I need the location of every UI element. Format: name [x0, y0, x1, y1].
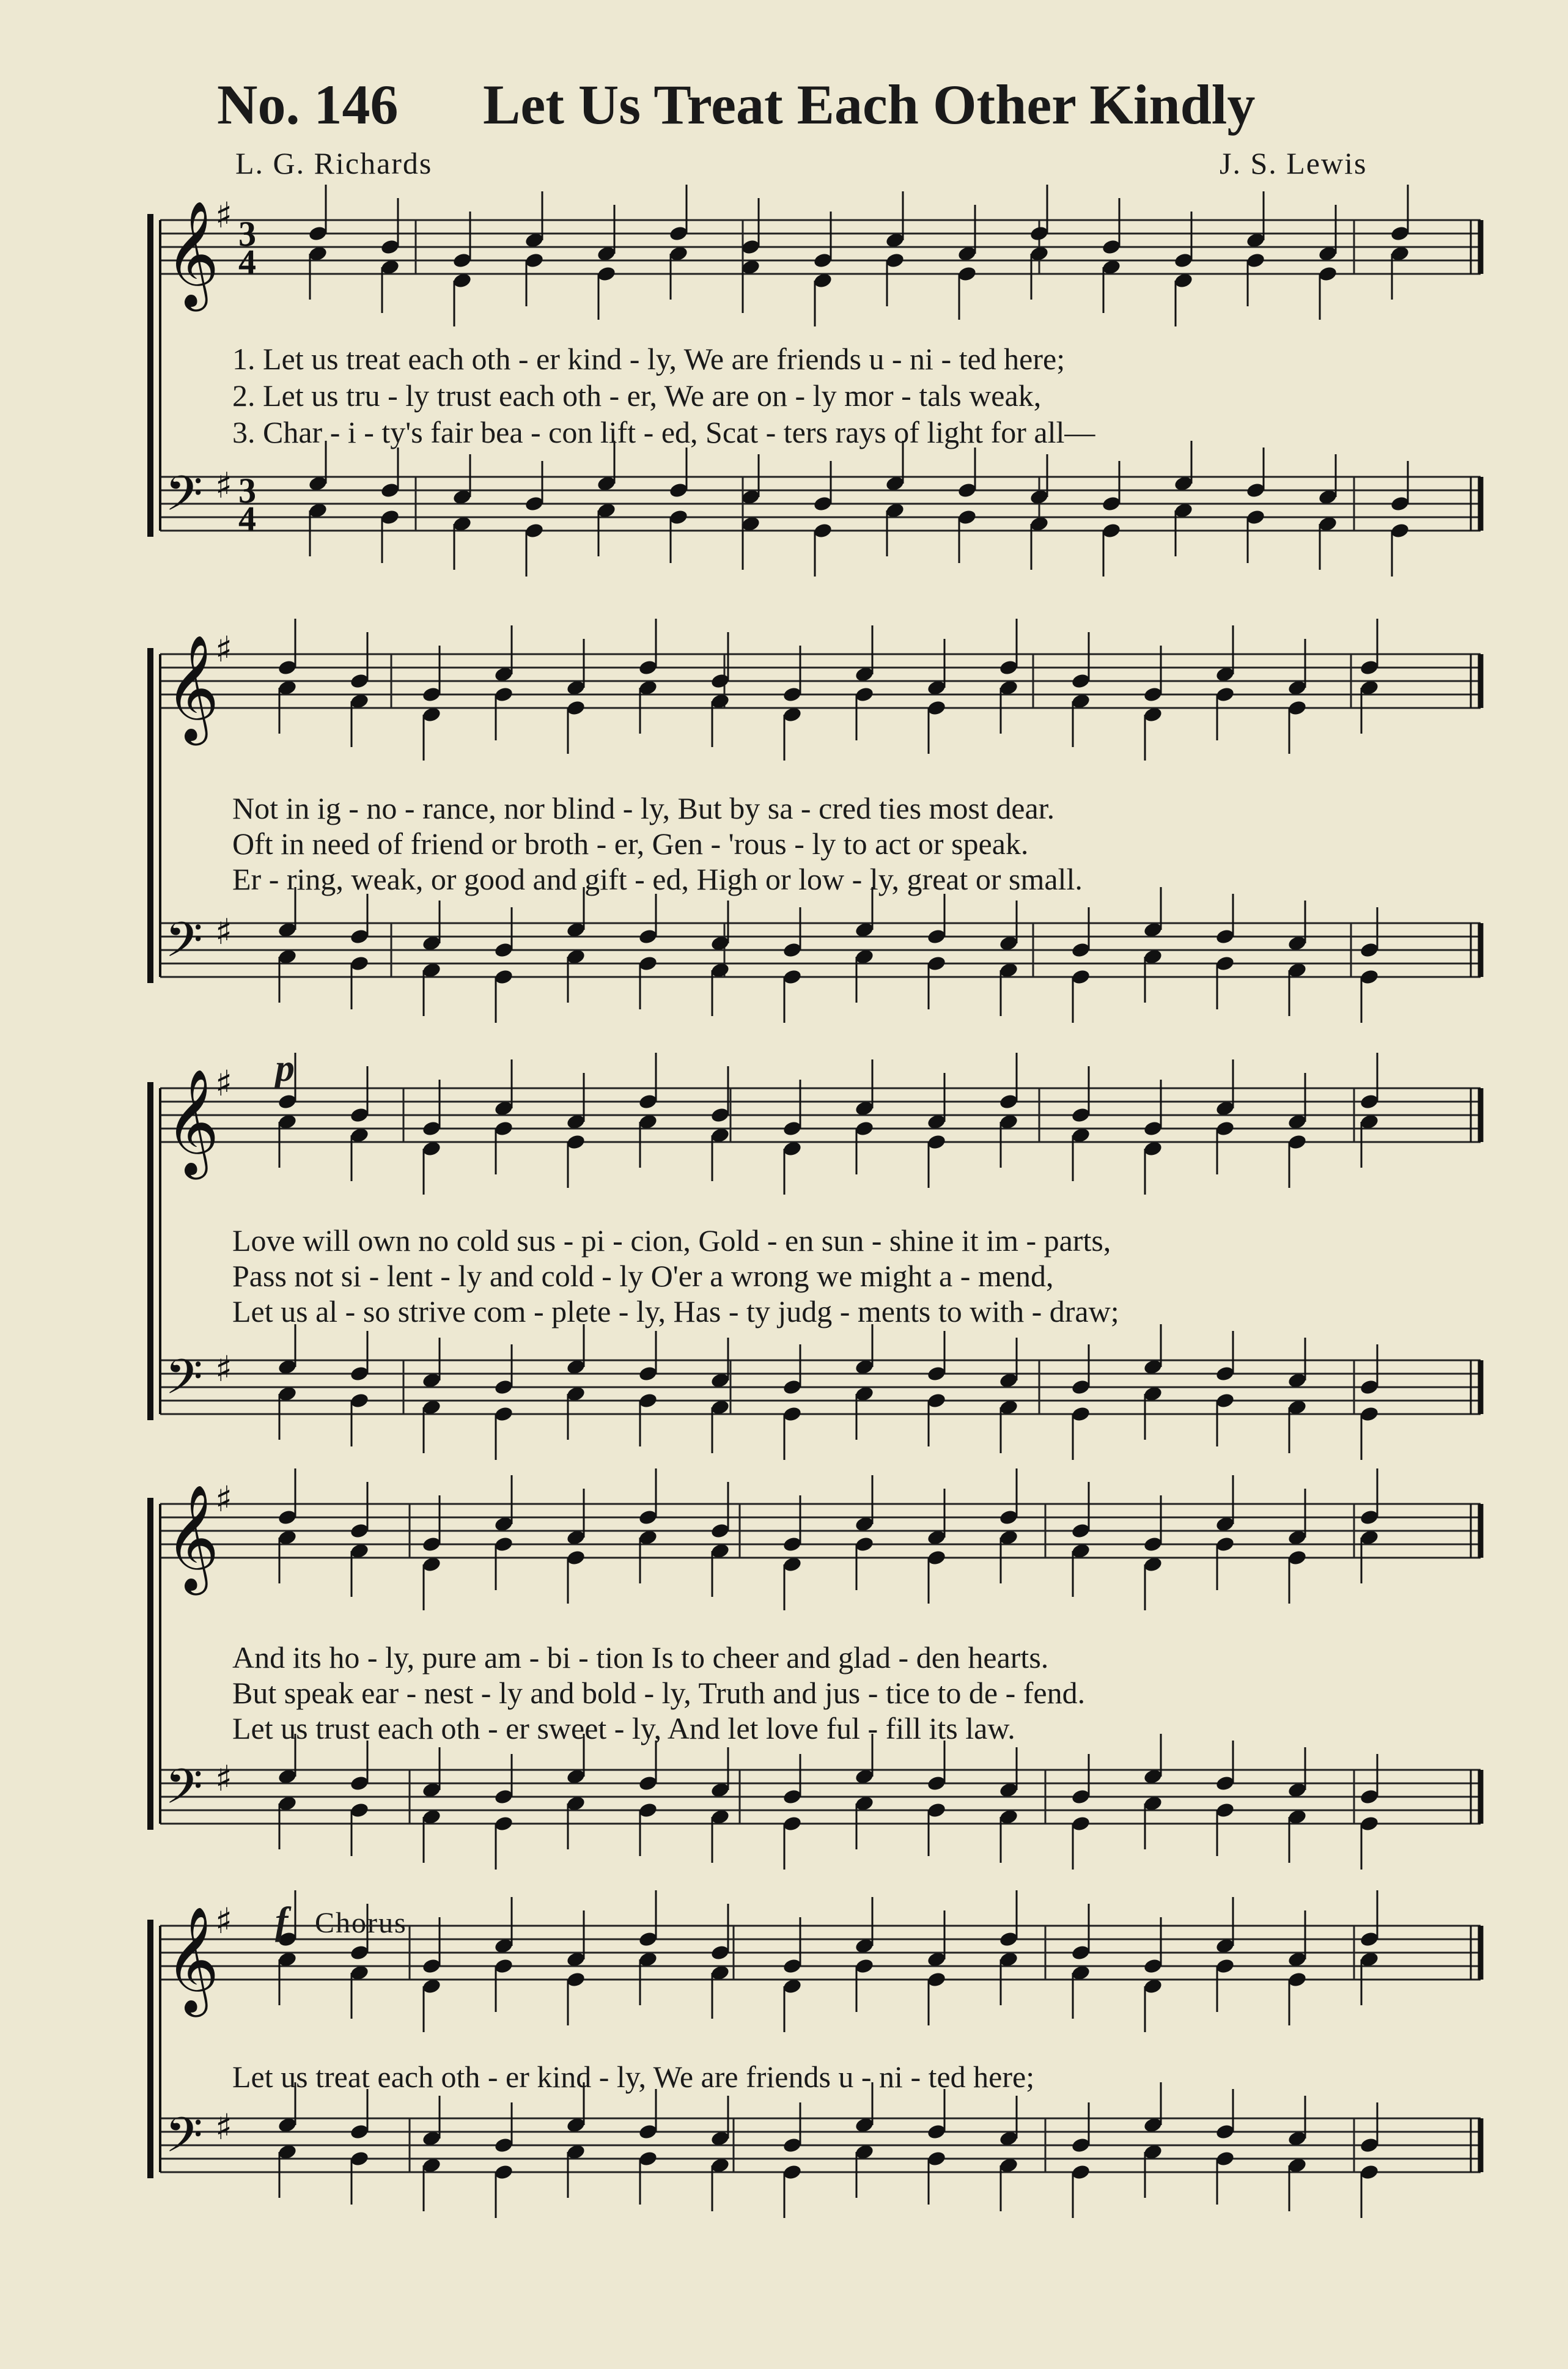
lyric-line: Not in ig - no - rance, nor blind - ly, But by sa - cred ties most dear. — [232, 791, 1055, 825]
treble-clef: 𝄞 — [165, 1906, 219, 2013]
key-signature-sharp: ♯ — [215, 465, 233, 506]
treble-clef: 𝄞 — [165, 1484, 219, 1591]
treble-clef: 𝄞 — [165, 1069, 219, 1175]
key-signature-sharp: ♯ — [215, 911, 233, 952]
lyric-line: Let us trust each oth - er sweet - ly, And let love ful - fill its law. — [232, 1711, 1015, 1745]
key-signature-sharp: ♯ — [215, 1478, 233, 1520]
lyric-line: Let us al - so strive com - plete - ly, Has - ty judg - ments to with - draw; — [232, 1294, 1119, 1328]
key-signature-sharp: ♯ — [215, 1900, 233, 1942]
lyric-line: Pass not si - lent - ly and cold - ly O'er a wrong we might a - mend, — [232, 1259, 1054, 1293]
lyric-line: Let us treat each oth - er kind - ly, We are friends u - ni - ted here; — [232, 2060, 1035, 2094]
dynamic-marking: f — [275, 1899, 289, 1942]
bass-clef: 𝄢 — [165, 912, 203, 980]
key-signature-sharp: ♯ — [215, 1348, 233, 1390]
bass-clef: 𝄢 — [165, 2107, 203, 2175]
composer-credit: J. S. Lewis — [1220, 146, 1367, 180]
time-signature-bottom: 4 — [238, 242, 256, 282]
bass-clef: 𝄢 — [165, 1349, 203, 1417]
key-signature-sharp: ♯ — [215, 2106, 233, 2148]
key-signature-sharp: ♯ — [215, 1758, 233, 1799]
treble-clef: 𝄞 — [165, 201, 219, 307]
lyric-line: But speak ear - nest - ly and bold - ly, Truth and jus - tice to de - fend. — [232, 1676, 1086, 1710]
lyric-line: Oft in need of friend or broth - er, Gen - 'rous - ly to act or speak. — [232, 827, 1029, 861]
chorus-label: Chorus — [315, 1907, 407, 1939]
time-signature-bottom: 4 — [238, 499, 256, 539]
key-signature-sharp: ♯ — [215, 628, 233, 670]
bass-clef: 𝄢 — [165, 465, 203, 534]
lyric-line: Love will own no cold sus - pi - cion, Gold - en sun - shine it im - parts, — [232, 1223, 1111, 1258]
key-signature-sharp: ♯ — [215, 194, 233, 236]
hymn-title: Let Us Treat Each Other Kindly — [483, 73, 1256, 136]
lyric-line: Er - ring, weak, or good and gift - ed, High or low - ly, great or small. — [232, 862, 1083, 896]
lyric-line: 3. Char - i - ty's fair bea - con lift - ed, Scat - ters rays of light for all— — [232, 415, 1095, 449]
lyricist-credit: L. G. Richards — [235, 146, 433, 180]
time-signature-top: 3 — [238, 214, 256, 254]
treble-clef: 𝄞 — [165, 635, 219, 741]
bass-clef: 𝄢 — [165, 1758, 203, 1827]
lyric-line: And its ho - ly, pure am - bi - tion Is to cheer and glad - den hearts. — [232, 1640, 1049, 1675]
time-signature-top: 3 — [238, 471, 256, 510]
dynamic-marking: p — [275, 1046, 295, 1089]
hymn-number: No. 146 — [217, 73, 399, 136]
lyric-line: 2. Let us tru - ly trust each oth - er, We are on - ly mor - tals weak, — [232, 378, 1042, 413]
lyric-line: 1. Let us treat each oth - er kind - ly, We are friends u - ni - ted here; — [232, 342, 1066, 376]
key-signature-sharp: ♯ — [215, 1063, 233, 1104]
